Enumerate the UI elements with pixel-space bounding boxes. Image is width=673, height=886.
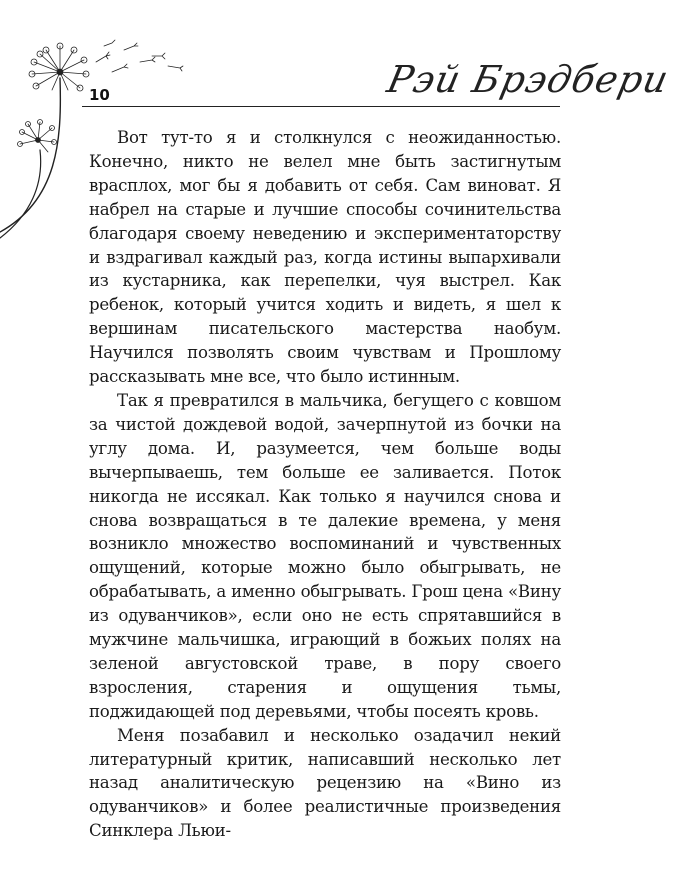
paragraph: Так я превратился в мальчика, бегущего с ковшом за чистой дождевой водой, зачерпнутой из бочки на углу дома. И, разумеется, чем больше воды вычерпываешь, тем больше ее заливается. Поток никогда не иссякал. Как только я научился снова и снова возвращаться в те далекие времена, у меня возникло множество воспоминаний и чувственных ощущений, которые можно было обыгрывать, не обрабатывать, а именно обыгрывать. Грош цена «Вину из одуванчиков», если оно не есть спрятавшийся в мужчине мальчишка, играющий в божьих полях на зеленой августовской траве, в пору своего взросления, старения и ощущения тьмы, поджидающей под деревьями, чтобы посеять кровь. xyxy=(89,390,561,721)
running-header-author: Рэй Брэдбери xyxy=(383,58,673,101)
header-divider xyxy=(82,106,560,107)
paragraph: Меня позабавил и несколько озадачил некий литературный критик, написавший несколько лет назад аналитическую рецензию на «Вино из одуванчиков» и более реалистичные произведения Синклера Льюи- xyxy=(89,725,561,841)
paragraph: Вот тут-то я и столкнулся с неожиданностью. Конечно, никто не велел мне быть застигнутым врасплох, мог бы я добавить от себя. Сам виноват. Я набрел на старые и лучшие способы сочинительства благодаря своему неведению и экспериментаторству и вздрагивал каждый раз, когда истины выпархивали из кустарника, как перепелки, чуя выстрел. Как ребенок, который учится ходить и видеть, я шел к вершинам писательского мастерства наобум. Научился позволять своим чувствам и Прошлому рассказывать мне все, что было истинным. xyxy=(89,128,561,387)
body-text xyxy=(89,126,561,843)
page-number: 10 xyxy=(89,86,110,104)
